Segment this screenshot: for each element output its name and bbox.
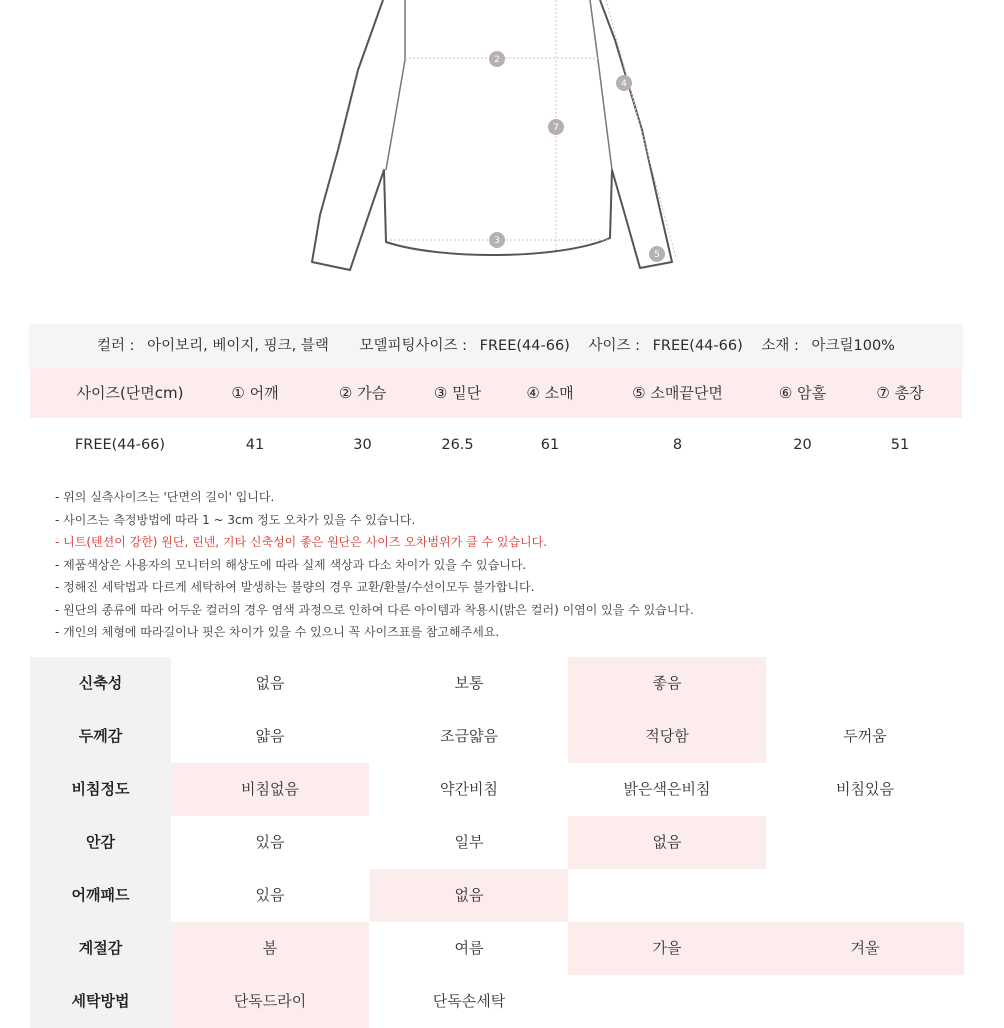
attr-label: 어깨패드 [30, 869, 171, 922]
attr-option: 두꺼움 [843, 727, 887, 745]
size-cell: 51 [890, 437, 910, 453]
garment-illustration [0, 0, 1004, 300]
attr-option: 밝은색은비침 [623, 780, 711, 798]
attr-option [766, 816, 964, 869]
attr-option: 적당함 [568, 710, 766, 763]
attr-option [568, 975, 766, 1028]
material-value: 아크릴100% [811, 338, 895, 354]
color-label: 컬러 : [97, 338, 135, 354]
svg-text:4: 4 [621, 79, 627, 89]
size-cell: 41 [245, 437, 265, 453]
size-cell: 26.5 [441, 437, 474, 453]
attr-option: 얇음 [255, 727, 285, 745]
attr-row-stretch [30, 657, 962, 710]
attr-label: 안감 [30, 816, 171, 869]
size-table-header [30, 368, 962, 418]
attr-option: 약간비침 [440, 780, 498, 798]
size-cell: 20 [793, 437, 812, 453]
svg-text:7: 7 [553, 123, 559, 133]
note-line: - 원단의 종류에 따라 어두운 컬러의 경우 염색 과정으로 인하여 다른 아이템과 착용시(밝은 컬러) 이염이 있을 수 있습니다. [55, 602, 694, 617]
attr-option: 가을 [568, 922, 766, 975]
note-line: - 정해진 세탁법과 다르게 세탁하여 발생하는 불량의 경우 교환/환불/수선이모두 불가합니다. [55, 580, 535, 594]
attr-option: 겨울 [766, 922, 964, 975]
note-line: - 제품색상은 사용자의 모니터의 해상도에 따라 실제 색상과 다소 차이가 있을 수 있습니다. [55, 557, 527, 572]
size-cell: 30 [353, 437, 372, 453]
attr-option [766, 869, 964, 922]
size-table-row [30, 420, 962, 470]
attr-row-lining [30, 816, 962, 869]
fabric-attribute-table [30, 657, 962, 1028]
model-size-label: 모델피팅사이즈 : [359, 338, 468, 354]
size-cell: 61 [540, 437, 560, 453]
attr-row-thickness [30, 710, 962, 763]
attr-option: 없음 [568, 816, 766, 869]
size-notes [55, 486, 955, 644]
note-line: - 사이즈는 측정방법에 따라 1 ~ 3cm 정도 오차가 있을 수 있습니다. [55, 512, 416, 527]
attr-option [766, 975, 964, 1028]
attr-row-washing [30, 975, 962, 1028]
size-cell: 8 [672, 437, 683, 453]
attr-label: 신축성 [30, 657, 171, 710]
model-size-value: FREE(44-66) [479, 338, 570, 354]
attr-label: 계절감 [30, 922, 171, 975]
garment-outline [312, 0, 672, 270]
attr-option: 단독드라이 [171, 975, 369, 1028]
header-total-length: ⑦ 총장 [876, 384, 924, 402]
product-info-bar [30, 324, 962, 368]
attr-label: 세탁방법 [30, 975, 171, 1028]
attr-row-season [30, 922, 962, 975]
attr-option: 봄 [171, 922, 369, 975]
attr-option: 있음 [255, 833, 285, 851]
header-size: 사이즈(단면cm) [76, 384, 184, 402]
attr-row-sheerness [30, 763, 962, 816]
attr-option: 여름 [454, 939, 484, 957]
attr-option [766, 657, 964, 710]
attr-option: 좋음 [568, 657, 766, 710]
note-line: - 위의 실측사이즈는 '단면의 길이' 입니다. [55, 490, 275, 504]
attr-option: 없음 [255, 674, 285, 692]
size-value: FREE(44-66) [652, 338, 743, 354]
attr-label: 두께감 [30, 710, 171, 763]
attr-option: 일부 [454, 833, 484, 851]
attr-option: 있음 [255, 886, 285, 904]
size-cell: FREE(44-66) [74, 437, 166, 453]
svg-text:2: 2 [494, 55, 500, 65]
attr-row-shoulder-pad [30, 869, 962, 922]
header-shoulder: ① 어깨 [231, 384, 279, 402]
attr-option: 없음 [370, 869, 568, 922]
header-armhole: ⑥ 암홀 [778, 384, 827, 402]
attr-option: 비침없음 [171, 763, 369, 816]
attr-option: 단독손세탁 [432, 992, 506, 1010]
size-label: 사이즈 : [588, 338, 640, 354]
header-sleeve: ④ 소매 [526, 384, 574, 402]
attr-option: 비침있음 [836, 780, 894, 798]
svg-text:3: 3 [494, 236, 500, 246]
note-warning: - 니트(텐션이 강한) 원단, 린넨, 기타 신축성이 좋은 원단은 사이즈 오차범위가 클 수 있습니다. [55, 535, 548, 549]
note-line: - 개인의 체형에 따라길이나 핏은 차이가 있을 수 있으니 꼭 사이즈표를 참고해주세요. [55, 625, 500, 639]
header-chest: ② 가슴 [338, 384, 387, 402]
material-label: 소재 : [761, 338, 799, 354]
attr-option: 보통 [454, 674, 484, 692]
header-hem: ③ 밑단 [433, 384, 482, 402]
attr-option: 조금얇음 [440, 727, 498, 745]
color-value: 아이보리, 베이지, 핑크, 블랙 [147, 338, 329, 354]
header-cuff: ⑤ 소매끝단면 [632, 384, 723, 402]
attr-label: 비침정도 [30, 763, 171, 816]
attr-option [568, 869, 766, 922]
svg-text:5: 5 [654, 250, 660, 260]
